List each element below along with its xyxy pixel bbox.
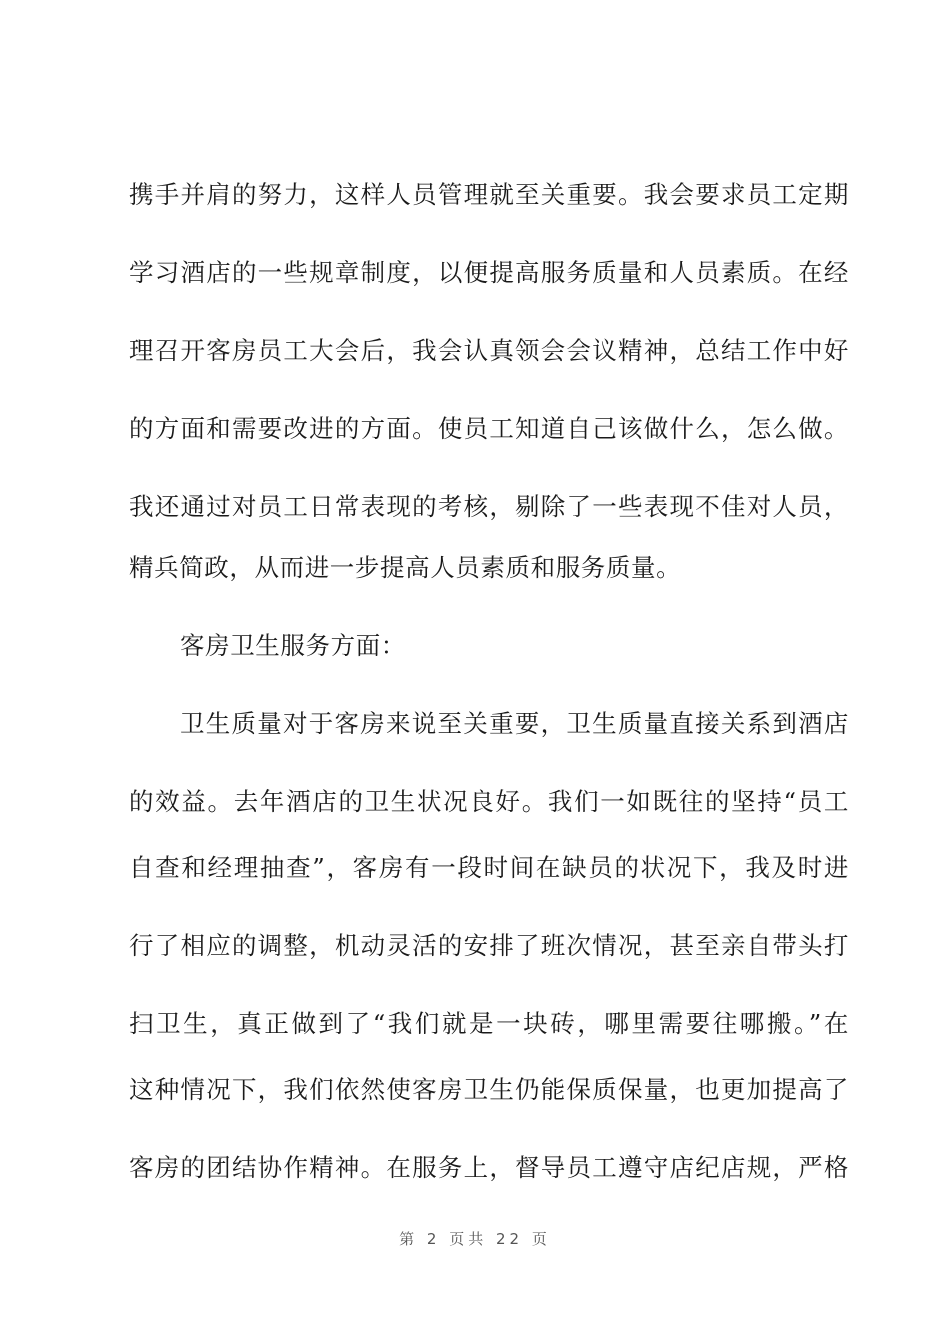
text-line-6: 精兵简政，从而进一步提高人员素质和服务质量。: [129, 553, 682, 582]
text-line-5: 我还通过对员工日常表现的考核，剔除了一些表现不佳对人员，: [129, 492, 849, 521]
text-line-14: 客房的团结协作精神。在服务上，督导员工遵守店纪店规，严格: [129, 1153, 849, 1182]
text-line-10: 自查和经理抽查”，客房有一段时间在缺员的状况下，我及时进: [129, 853, 849, 882]
text-line-12: 扫卫生，真正做到了“我们就是一块砖，哪里需要往哪搬。”在: [129, 1009, 849, 1038]
text-line-2: 学习酒店的一些规章制度，以便提高服务质量和人员素质。在经: [129, 258, 849, 287]
text-line-9: 的效益。去年酒店的卫生状况良好。我们一如既往的坚持“员工: [129, 787, 849, 816]
page-number-footer: 第 2 页共 22 页: [399, 1230, 551, 1248]
text-line-13: 这种情况下，我们依然使客房卫生仍能保质保量，也更加提高了: [129, 1075, 849, 1104]
text-line-4: 的方面和需要改进的方面。使员工知道自己该做什么，怎么做。: [129, 414, 849, 443]
section-heading: 客房卫生服务方面：: [180, 631, 406, 660]
text-line-8: 卫生质量对于客房来说至关重要，卫生质量直接关系到酒店: [180, 709, 849, 738]
text-line-1: 携手并肩的努力，这样人员管理就至关重要。我会要求员工定期: [129, 180, 849, 209]
text-line-11: 行了相应的调整，机动灵活的安排了班次情况，甚至亲自带头打: [129, 931, 849, 960]
text-line-3: 理召开客房员工大会后，我会认真领会会议精神，总结工作中好: [129, 336, 849, 365]
